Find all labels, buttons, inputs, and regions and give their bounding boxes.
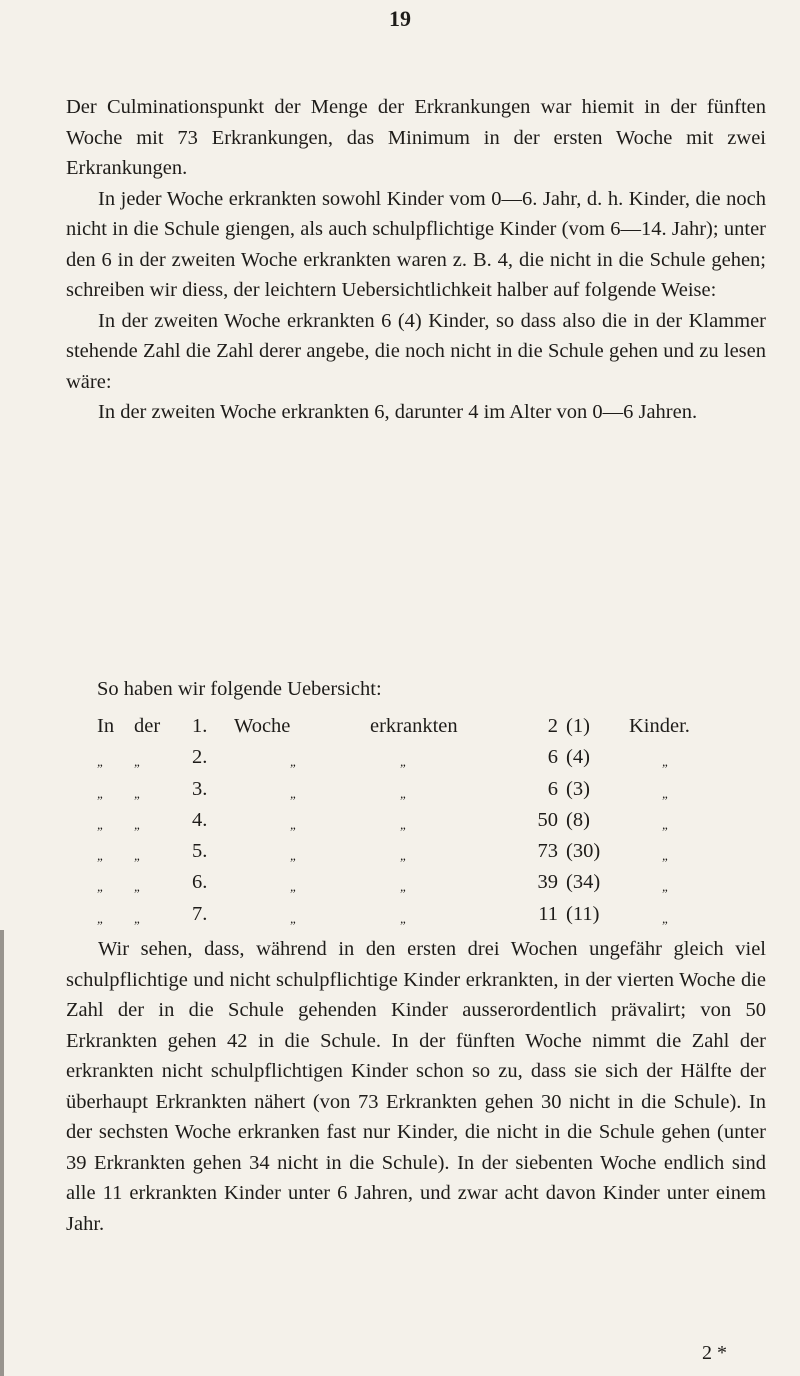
ditto-mark: „ (400, 816, 408, 832)
table-row (0, 871, 800, 902)
cell-week: 6. (192, 871, 208, 894)
ditto-mark: „ (290, 785, 298, 801)
scan-edge-shadow (0, 930, 4, 1376)
cell-week: 3. (192, 777, 208, 800)
cell-week: 4. (192, 808, 208, 831)
ditto-mark: „ (290, 848, 298, 864)
cell-paren: (4) (566, 746, 590, 769)
cell-der: der (134, 715, 161, 737)
cell-erkrankten: erkrankten (370, 715, 458, 737)
paragraph: Wir sehen, dass, während in den ersten drei Wochen ungefähr gleich viel schulpflichtige und nicht schulpflichtige Kinder erkrankten, in der vierten Woche die Zahl der in die Schule gehenden Kinder ausserordentlich prävalirt; von 50 Erkrankten gehen 42 in die Schule. In der fünften Woche nimmt die Zahl der erkrankten nicht schulpflichtigen Kinder schon so zu, dass sie sich der Hälfte der überhaupt Erkrankten nähert (von 73 Erkrankten gehen 30 nicht in die Schule). In der sechsten Woche erkranken fast nur Kinder, die nicht in die Schule gehen (unter 39 Erkrankten gehen 34 nicht in die Schule). In der siebenten Woche endlich sind alle 11 erkrankten Kinder unter 6 Jahren, und zwar acht davon Kinder unter einem Jahr. (66, 938, 766, 1235)
ditto-mark: „ (662, 754, 670, 770)
cell-week: 7. (192, 902, 208, 925)
ditto-mark: „ (97, 785, 105, 801)
cell-in: In (97, 715, 115, 737)
ditto-mark: „ (662, 848, 670, 864)
ditto-mark: „ (290, 910, 298, 926)
cell-count: 2 (547, 715, 558, 737)
cell-count: 6 (547, 777, 558, 800)
table-row (0, 809, 800, 840)
ditto-mark: „ (400, 910, 408, 926)
ditto-mark: „ (97, 910, 105, 926)
cell-count: 6 (547, 746, 558, 769)
ditto-mark: „ (290, 754, 298, 770)
cell-paren: (11) (566, 902, 600, 925)
ditto-mark: „ (290, 879, 298, 895)
paragraph: In jeder Woche erkrankten sowohl Kinder vom 0—6. Jahr, d. h. Kinder, die noch nicht in die Schule giengen, als auch schulpflichtige Kinder (vom 6—14. Jahr); unter den 6 in der zweiten Woche erkrankten waren z. B. 4, die nicht in die Schule gehen; schreiben wir diess, der leichtern Uebersichtlichkeit halber auf folgende Weise: (66, 187, 766, 301)
paragraph: Der Culminationspunkt der Menge der Erkrankungen war hiemit in der fünften Woche mit 73 Erkrankungen, das Minimum in der ersten Woche mit zwei Erkrankungen. (66, 96, 766, 179)
ditto-mark: „ (290, 816, 298, 832)
ditto-mark: „ (97, 816, 105, 832)
table-row (0, 778, 800, 809)
cell-paren: (3) (566, 777, 590, 800)
cell-woche: Woche (234, 715, 291, 737)
cell-kinder: Kinder. (629, 715, 690, 737)
ditto-mark: „ (662, 879, 670, 895)
ditto-mark: „ (134, 754, 142, 770)
ditto-mark: „ (97, 879, 105, 895)
body-text-top (66, 92, 766, 428)
table-row (0, 715, 800, 746)
overview-table (0, 715, 800, 934)
ditto-mark: „ (97, 754, 105, 770)
ditto-mark: „ (134, 879, 142, 895)
ditto-mark: „ (134, 785, 142, 801)
cell-paren: (8) (566, 808, 590, 831)
ditto-mark: „ (400, 848, 408, 864)
ditto-mark: „ (400, 879, 408, 895)
cell-week: 1. (192, 715, 208, 737)
cell-count: 50 (537, 808, 558, 831)
ditto-mark: „ (134, 910, 142, 926)
cell-paren: (30) (566, 840, 601, 863)
paragraph: In der zweiten Woche erkrankten 6, darunter 4 im Alter von 0—6 Jahren. (98, 401, 698, 423)
cell-count: 39 (537, 871, 558, 894)
ditto-mark: „ (134, 816, 142, 832)
cell-paren: (34) (566, 871, 601, 894)
cell-paren: (1) (566, 715, 590, 737)
ditto-mark: „ (400, 785, 408, 801)
ditto-mark: „ (662, 785, 670, 801)
signature-mark: 2 * (702, 1342, 727, 1364)
ditto-mark: „ (400, 754, 408, 770)
table-row (0, 903, 800, 934)
cell-count: 73 (537, 840, 558, 863)
cell-week: 2. (192, 746, 208, 769)
paragraph: In der zweiten Woche erkrankten 6 (4) Kinder, so dass also die in der Klammer stehende Zahl die Zahl derer angebe, die noch nicht in die Schule gehen und zu lesen wäre: (66, 309, 766, 393)
ditto-mark: „ (97, 848, 105, 864)
ditto-mark: „ (662, 910, 670, 926)
ditto-mark: „ (134, 848, 142, 864)
table-row (0, 746, 800, 777)
table-intro: So haben wir folgende Uebersicht: (97, 678, 382, 700)
table-row (0, 840, 800, 871)
page-number: 19 (389, 6, 411, 31)
ditto-mark: „ (662, 816, 670, 832)
cell-week: 5. (192, 840, 208, 863)
cell-count: 11 (538, 902, 558, 925)
